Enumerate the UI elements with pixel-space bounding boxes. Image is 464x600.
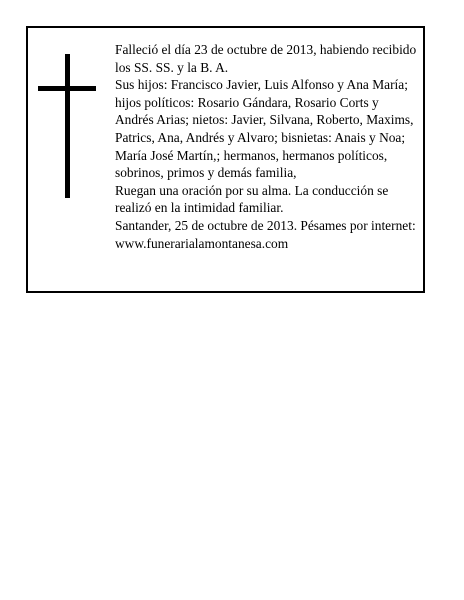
obituary-line: Patrics, Ana, Andrés y Alvaro; bisnietas: Anais y Noa; — [115, 129, 406, 145]
website-link-text: www.funerarialamontanesa.com — [115, 235, 289, 251]
obituary-line: Falleció el día 23 de octubre de 2013, habiendo recibido — [115, 42, 417, 57]
obituary-line: Andrés Arias; nietos: Javier, Silvana, Roberto, Maxims, — [115, 112, 414, 128]
obituary-line: Ruegan una oración por su alma. La conducción se — [115, 182, 389, 198]
obituary-notice — [26, 26, 425, 293]
obituary-line: hijos políticos: Rosario Gándara, Rosario Corts y — [115, 94, 379, 110]
obituary-line: Sus hijos: Francisco Javier, Luis Alfonso y Ana María; — [115, 77, 408, 93]
obituary-text — [115, 41, 421, 252]
obituary-line: Santander, 25 de octubre de 2013. Pésames por internet: — [115, 217, 416, 233]
obituary-line: realizó en la intimidad familiar. — [115, 200, 284, 216]
cross-horizontal-bar — [38, 86, 96, 91]
latin-cross-icon — [38, 54, 96, 198]
obituary-line: sobrinos, primos y demás familia, — [115, 165, 297, 181]
cross-vertical-bar — [65, 54, 70, 198]
obituary-line: María José Martín,; hermanos, hermanos políticos, — [115, 147, 388, 163]
obituary-line: los SS. SS. y la B. A. — [115, 59, 229, 75]
